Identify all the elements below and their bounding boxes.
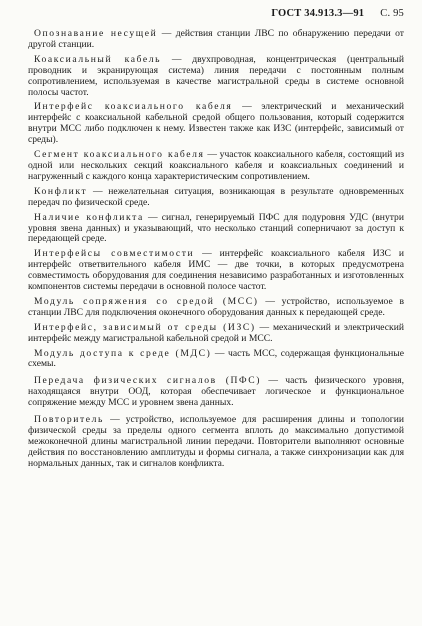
definition-entry <box>28 376 404 409</box>
definition-entry <box>28 29 404 51</box>
definition-text: — часть МСС, содержащая функциональные схемы. <box>28 347 405 370</box>
definition-text: — двухпроводная, концентрическая (центральный проводник и экранирующая система) линия передачи с постоянным полным сопротивлением, используемая в качестве магистральной среды в системе основной полосы частот. <box>28 53 404 98</box>
definition-term: Наличие конфликта <box>34 211 144 223</box>
definition-entry <box>28 297 404 319</box>
definition-entry <box>28 349 404 371</box>
definition-term: Модуль доступа к среде (МДС) <box>34 347 212 359</box>
definition-text: — устройство, используемое для расширения длины и топологии физической среды за пределы одного сегмента вплоть до максимально допустимой межоконечной длины магистральной линии передачи. Повторители выполняют основные действия по восстановлению амплитуды и формы сигнала, а также синхронизации как для нормальных данных, так и сигналов конфликта. <box>28 414 404 469</box>
definition-entry <box>28 55 404 99</box>
definition-text: — интерфейс коаксиального кабеля ИЗС и интерфейс ответвительного кабеля ИМС — две точки, в которых предусмотрена совместимость оборудования для соединения независимо разработанных и изготовленных компонентов системы передачи в основной полосе частот. <box>28 248 404 293</box>
definition-entry <box>28 213 404 246</box>
definition-term: Коаксиальный кабель <box>34 53 162 65</box>
definition-term: Опознавание несущей <box>34 28 158 39</box>
definition-entry <box>28 249 404 293</box>
definition-text: — нежелательная ситуация, возникающая в результате одновременных передач по физической среде. <box>28 185 404 208</box>
definition-text: — механический и электрический интерфейс между магистральной кабельной средой и МСС. <box>28 321 404 344</box>
standard-number: ГОСТ 34.913.3—91 <box>271 8 365 19</box>
definition-entry <box>28 187 404 209</box>
definition-text: — часть физического уровня, находящаяся внутри ООД, которая обеспечивает логическое и функциональное сопряжение между МСС и уровнем звена данных. <box>28 375 404 409</box>
definition-text: — сигнал, генерируемый ПФС для подуровня УДС (внутри уровня звена данных) и указывающий, что несколько станций соперничают за доступ к передающей среде. <box>28 211 404 245</box>
page-header <box>28 8 404 19</box>
definition-term: Модуль сопряжения со средой (МСС) <box>34 295 259 307</box>
definition-term: Интерфейсы совместимости <box>34 248 195 260</box>
definition-entry <box>28 102 404 146</box>
definition-term: Интерфейс коаксиального кабеля <box>34 101 233 113</box>
definition-text: — устройство, используемое в станции ЛВС для подключения оконечного оборудования данных к передающей среде. <box>28 295 404 318</box>
definition-entry <box>28 323 404 345</box>
definition-term: Конфликт <box>34 185 88 197</box>
definition-text: — участок коаксиального кабеля, состоящий из одной или нескольких секций коаксиального кабеля и коаксиальных соединений и нагруженный с каждого конца характеристическим сопротивлением. <box>28 149 405 182</box>
definition-text: — действия станции ЛВС по обнаружению передачи от другой станции. <box>28 28 405 50</box>
page-number: С. 95 <box>380 8 404 19</box>
definition-term: Интерфейс, зависимый от среды (ИЗС) <box>34 321 256 333</box>
definition-text: — электрический и механический интерфейс с коаксиальной кабельной средой общего пользования, который содержится внутри МСС либо подключен к нему. Известен также как ИЗС (интерфейс, зависимый от среды). <box>28 101 404 146</box>
definition-entry <box>28 150 404 183</box>
definition-entry <box>28 415 404 470</box>
definition-term: Повторитель <box>34 414 105 426</box>
definition-term: Передача физических сигналов (ПФС) <box>34 375 261 387</box>
definition-term: Сегмент коаксиального кабеля <box>34 149 205 161</box>
